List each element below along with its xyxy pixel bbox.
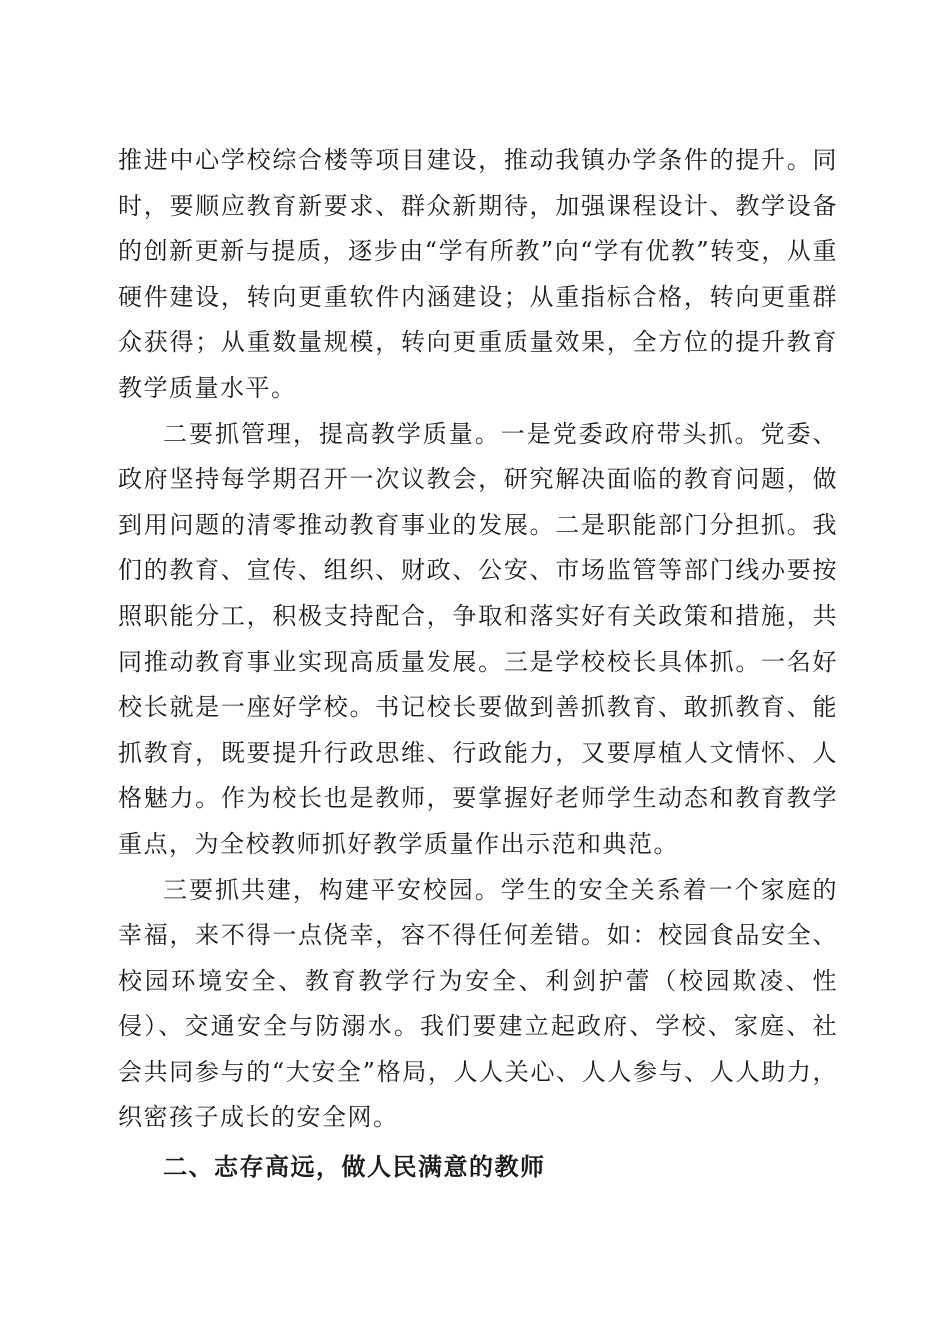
paragraph-continuation: 推进中心学校综合楼等项目建设，推动我镇办学条件的提升。同时，要顺应教育新要求、群众新期待，加强课程设计、教学设备的创新更新与提质，逐步由“学有所教”向“学有优教”转变，从重硬件建设，转向更重软件内涵建设；从重指标合格，转向更重群众获得；从重数量规模，转向更重质量效果，全方位的提升教育教学质量水平。 xyxy=(118,146,838,402)
section-heading: 二、志存高远，做人民满意的教师 xyxy=(163,1153,546,1182)
document-body xyxy=(118,138,838,1191)
paragraph-management: 二要抓管理，提高教学质量。一是党委政府带头抓。党委、政府坚持每学期召开一次议教会，研究解决面临的教育问题，做到用问题的清零推动教育事业的发展。二是职能部门分担抓。我们的教育、宣传、组织、财政、公安、市场监管等部门线办要按照职能分工，积极支持配合，争取和落实好有关政策和措施，共同推动教育事业实现高质量发展。三是学校校长具体抓。一名好校长就是一座好学校。书记校长要做到善抓教育、敢抓教育、能抓教育，既要提升行政思维、行政能力，又要厚植人文情怀、人格魅力。作为校长也是教师，要掌握好老师学生动态和教育教学重点，为全校教师抓好教学质量作出示范和典范。 xyxy=(118,419,838,858)
paragraph-safety: 三要抓共建，构建平安校园。学生的安全关系着一个家庭的幸福，来不得一点侥幸，容不得任何差错。如：校园食品安全、校园环境安全、教育教学行为安全、利剑护蕾（校园欺凌、性侵）、交通安全与防溺水。我们要建立起政府、学校、家庭、社会共同参与的“大安全”格局，人人关心、人人参与、人人助力，织密孩子成长的安全网。 xyxy=(118,875,838,1132)
